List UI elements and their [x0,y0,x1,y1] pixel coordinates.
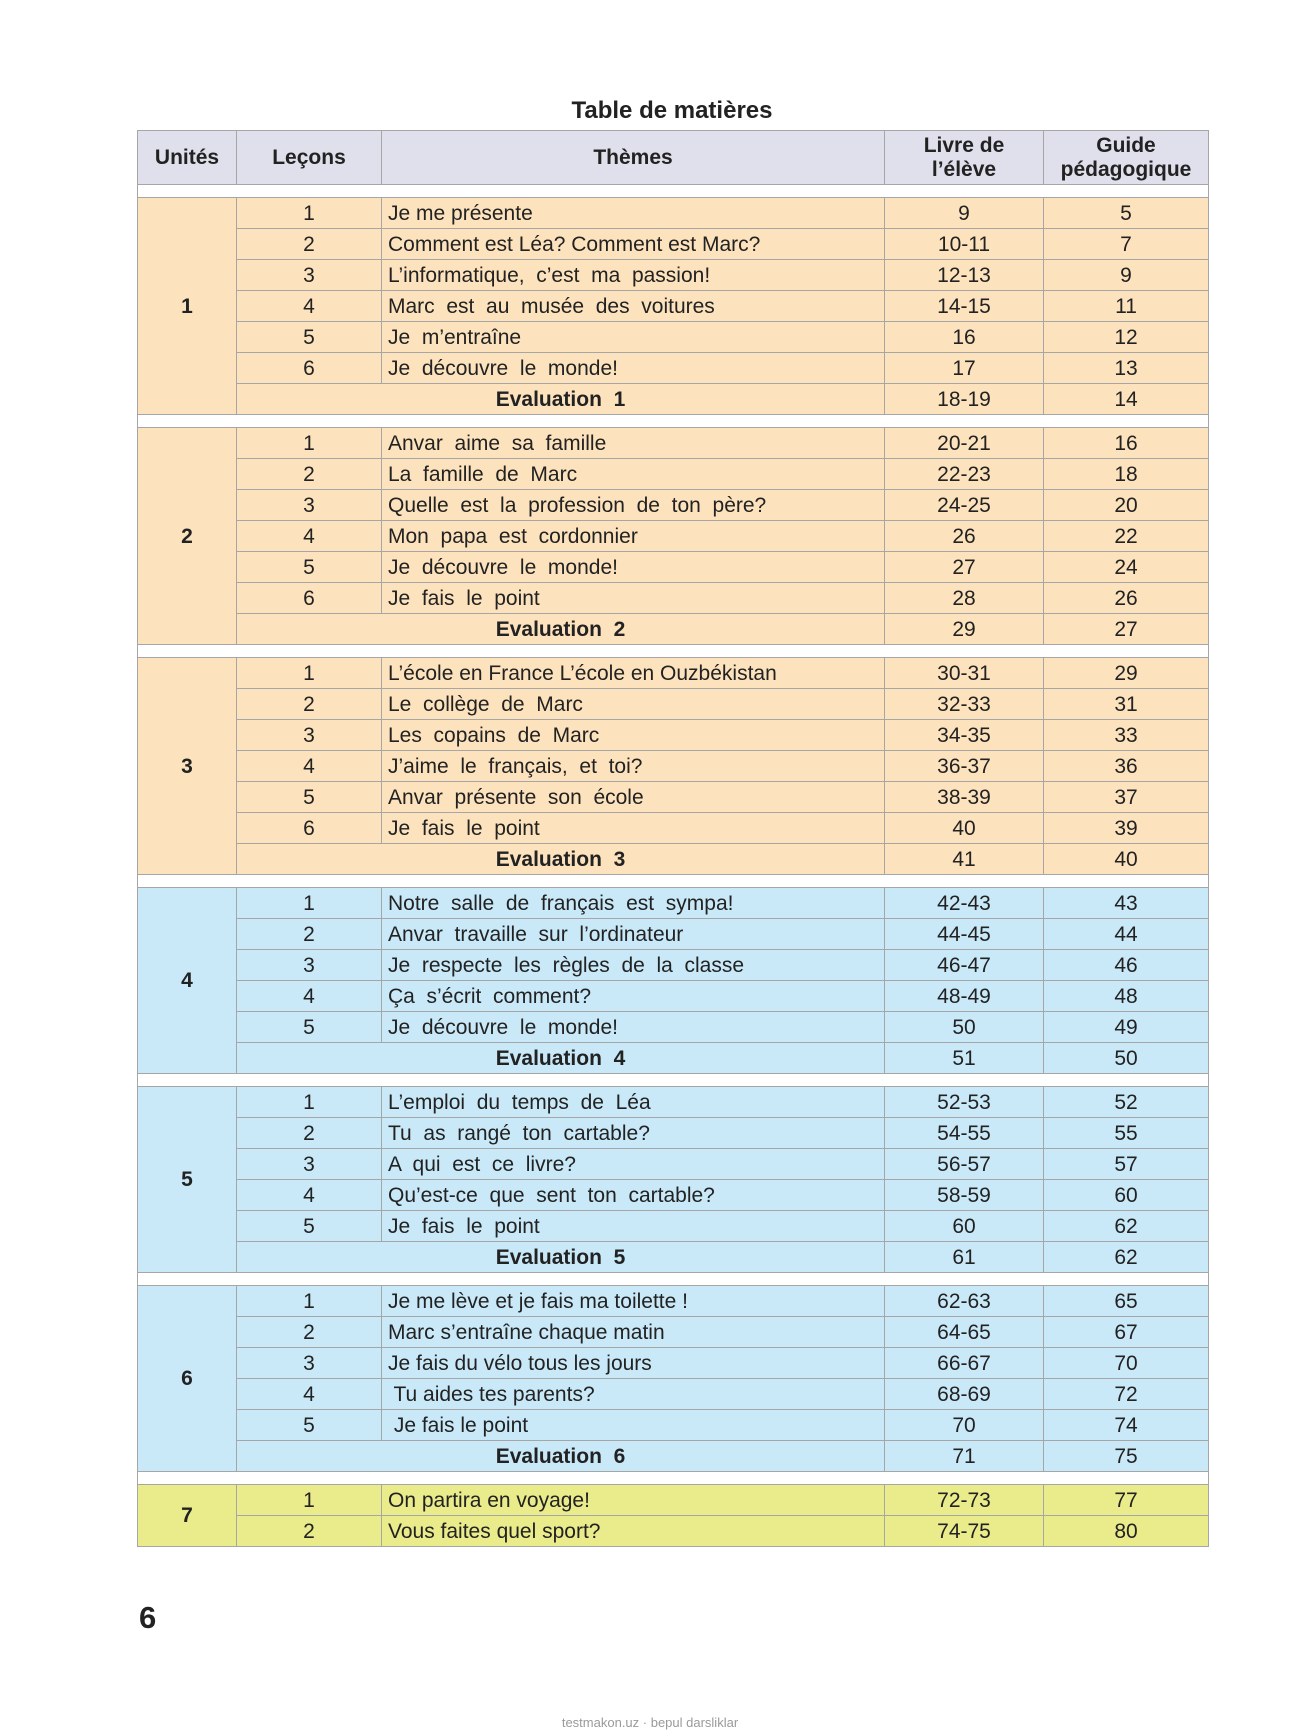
teacher-guide-pages: 22 [1044,521,1209,552]
teacher-guide-pages: 29 [1044,658,1209,689]
table-row [138,981,1209,1012]
student-book-pages: 50 [885,1012,1044,1043]
lesson-theme: Je me présente [382,198,885,229]
lesson-theme: Je m’entraîne [382,322,885,353]
table-of-contents [137,130,1209,1547]
table-row [138,888,1209,919]
student-book-pages: 36-37 [885,751,1044,782]
student-book-pages: 42-43 [885,888,1044,919]
unit-number: 6 [138,1286,237,1472]
teacher-guide-pages: 26 [1044,583,1209,614]
spacer-row [138,1074,1209,1087]
table-row [138,198,1209,229]
teacher-guide-pages: 77 [1044,1485,1209,1516]
lesson-number: 3 [237,1149,382,1180]
student-book-pages: 58-59 [885,1180,1044,1211]
table-body [138,185,1209,1547]
lesson-number: 2 [237,919,382,950]
teacher-guide-pages: 11 [1044,291,1209,322]
table-row [138,260,1209,291]
lesson-number: 2 [237,459,382,490]
teacher-guide-pages: 40 [1044,844,1209,875]
lesson-theme: J’aime le français, et toi? [382,751,885,782]
student-book-pages: 62-63 [885,1286,1044,1317]
header-themes: Thèmes [382,131,885,185]
teacher-guide-pages: 9 [1044,260,1209,291]
table-row [138,490,1209,521]
table-row [138,1348,1209,1379]
lesson-theme: Ça s’écrit comment? [382,981,885,1012]
lesson-number: 4 [237,291,382,322]
lesson-number: 3 [237,1348,382,1379]
lesson-theme: Je fais du vélo tous les jours [382,1348,885,1379]
lesson-number: 4 [237,981,382,1012]
unit-number: 2 [138,428,237,645]
header-teacher-guide-line1: Guide [1096,133,1156,157]
lesson-theme: Je découvre le monde! [382,1012,885,1043]
student-book-pages: 61 [885,1242,1044,1273]
student-book-pages: 28 [885,583,1044,614]
student-book-pages: 40 [885,813,1044,844]
teacher-guide-pages: 46 [1044,950,1209,981]
lesson-theme: Tu aides tes parents? [382,1379,885,1410]
lesson-number: 5 [237,1211,382,1242]
page-title: Table de matières [571,97,773,124]
teacher-guide-pages: 50 [1044,1043,1209,1074]
table-row [138,1149,1209,1180]
lesson-number: 3 [237,260,382,291]
lesson-theme: Je découvre le monde! [382,353,885,384]
lesson-number: 2 [237,229,382,260]
lesson-theme: Anvar travaille sur l’ordinateur [382,919,885,950]
lesson-theme: Le collège de Marc [382,689,885,720]
student-book-pages: 44-45 [885,919,1044,950]
lesson-number: 5 [237,552,382,583]
student-book-pages: 32-33 [885,689,1044,720]
unit-number: 3 [138,658,237,875]
spacer-row [138,185,1209,198]
lesson-number: 1 [237,1286,382,1317]
lesson-number: 6 [237,813,382,844]
watermark: testmakon.uz · bepul darsliklar [561,1715,739,1730]
table-row [138,322,1209,353]
teacher-guide-pages: 75 [1044,1441,1209,1472]
lesson-number: 3 [237,490,382,521]
table-row [138,1410,1209,1441]
teacher-guide-pages: 20 [1044,490,1209,521]
lesson-theme: Je fais le point [382,583,885,614]
teacher-guide-pages: 60 [1044,1180,1209,1211]
teacher-guide-pages: 65 [1044,1286,1209,1317]
spacer-cell [138,185,1209,198]
lesson-theme: Tu as rangé ton cartable? [382,1118,885,1149]
student-book-pages: 26 [885,521,1044,552]
spacer-row [138,645,1209,658]
teacher-guide-pages: 36 [1044,751,1209,782]
student-book-pages: 41 [885,844,1044,875]
lesson-theme: On partira en voyage! [382,1485,885,1516]
lesson-number: 3 [237,720,382,751]
teacher-guide-pages: 31 [1044,689,1209,720]
header-teacher-guide [1044,131,1209,185]
teacher-guide-pages: 74 [1044,1410,1209,1441]
lesson-theme: Je respecte les règles de la classe [382,950,885,981]
table-row [138,813,1209,844]
spacer-cell [138,415,1209,428]
table-row [138,1087,1209,1118]
lesson-theme: Notre salle de français est sympa! [382,888,885,919]
evaluation-row [138,384,1209,415]
table-row [138,521,1209,552]
teacher-guide-pages: 7 [1044,229,1209,260]
student-book-pages: 52-53 [885,1087,1044,1118]
teacher-guide-pages: 57 [1044,1149,1209,1180]
teacher-guide-pages: 37 [1044,782,1209,813]
student-book-pages: 18-19 [885,384,1044,415]
student-book-pages: 10-11 [885,229,1044,260]
student-book-pages: 12-13 [885,260,1044,291]
student-book-pages: 56-57 [885,1149,1044,1180]
student-book-pages: 20-21 [885,428,1044,459]
lesson-number: 5 [237,1012,382,1043]
lesson-theme: Mon papa est cordonnier [382,521,885,552]
lesson-theme: Comment est Léa? Comment est Marc? [382,229,885,260]
table-row [138,291,1209,322]
lesson-number: 5 [237,1410,382,1441]
unit-number: 4 [138,888,237,1074]
table-row [138,1317,1209,1348]
spacer-cell [138,1273,1209,1286]
header-teacher-guide-line2: pédagogique [1060,157,1192,181]
lesson-number: 1 [237,198,382,229]
spacer-row [138,875,1209,888]
header-student-book [885,131,1044,185]
teacher-guide-pages: 33 [1044,720,1209,751]
lesson-theme: L’emploi du temps de Léa [382,1087,885,1118]
lesson-number: 5 [237,782,382,813]
teacher-guide-pages: 52 [1044,1087,1209,1118]
teacher-guide-pages: 13 [1044,353,1209,384]
teacher-guide-pages: 14 [1044,384,1209,415]
lesson-theme: Marc est au musée des voitures [382,291,885,322]
lesson-theme: L’école en France L’école en Ouzbékistan [382,658,885,689]
evaluation-label: Evaluation 3 [237,844,885,875]
lesson-theme: Je fais le point [382,813,885,844]
teacher-guide-pages: 55 [1044,1118,1209,1149]
student-book-pages: 74-75 [885,1516,1044,1547]
student-book-pages: 27 [885,552,1044,583]
table-row [138,1379,1209,1410]
teacher-guide-pages: 12 [1044,322,1209,353]
teacher-guide-pages: 16 [1044,428,1209,459]
table-row [138,1211,1209,1242]
header-student-book-line1: Livre de [923,133,1005,157]
student-book-pages: 9 [885,198,1044,229]
lesson-theme: Je fais le point [382,1211,885,1242]
lesson-theme: L’informatique, c’est ma passion! [382,260,885,291]
lesson-number: 4 [237,1379,382,1410]
lesson-number: 4 [237,1180,382,1211]
table-row [138,919,1209,950]
table-row [138,459,1209,490]
table-row [138,353,1209,384]
student-book-pages: 17 [885,353,1044,384]
page-number: 6 [139,1600,157,1635]
lesson-theme: Anvar présente son école [382,782,885,813]
teacher-guide-pages: 72 [1044,1379,1209,1410]
header-units: Unités [138,131,237,185]
spacer-row [138,415,1209,428]
spacer-row [138,1472,1209,1485]
lesson-theme: A qui est ce livre? [382,1149,885,1180]
teacher-guide-pages: 43 [1044,888,1209,919]
lesson-theme: Je me lève et je fais ma toilette ! [382,1286,885,1317]
spacer-cell [138,645,1209,658]
teacher-guide-pages: 67 [1044,1317,1209,1348]
table-row [138,229,1209,260]
lesson-number: 1 [237,1485,382,1516]
lesson-number: 1 [237,1087,382,1118]
lesson-number: 2 [237,1118,382,1149]
evaluation-row [138,844,1209,875]
table-header-row [138,131,1209,185]
table-row [138,1180,1209,1211]
student-book-pages: 48-49 [885,981,1044,1012]
spacer-cell [138,1472,1209,1485]
evaluation-row [138,1242,1209,1273]
teacher-guide-pages: 70 [1044,1348,1209,1379]
lesson-number: 3 [237,950,382,981]
header-student-book-line2: l’élève [931,157,997,181]
teacher-guide-pages: 18 [1044,459,1209,490]
evaluation-label: Evaluation 1 [237,384,885,415]
lesson-number: 2 [237,689,382,720]
student-book-pages: 51 [885,1043,1044,1074]
unit-number: 1 [138,198,237,415]
table-row [138,1485,1209,1516]
student-book-pages: 70 [885,1410,1044,1441]
table-row [138,583,1209,614]
table-row [138,1118,1209,1149]
lesson-number: 2 [237,1516,382,1547]
evaluation-label: Evaluation 2 [237,614,885,645]
teacher-guide-pages: 44 [1044,919,1209,950]
lesson-number: 5 [237,322,382,353]
lesson-theme: Qu’est-ce que sent ton cartable? [382,1180,885,1211]
table-row [138,751,1209,782]
teacher-guide-pages: 24 [1044,552,1209,583]
evaluation-label: Evaluation 5 [237,1242,885,1273]
student-book-pages: 24-25 [885,490,1044,521]
student-book-pages: 46-47 [885,950,1044,981]
spacer-cell [138,875,1209,888]
lesson-number: 1 [237,888,382,919]
lesson-number: 6 [237,353,382,384]
teacher-guide-pages: 62 [1044,1211,1209,1242]
table-row [138,1012,1209,1043]
lesson-number: 6 [237,583,382,614]
student-book-pages: 16 [885,322,1044,353]
spacer-cell [138,1074,1209,1087]
table-row [138,428,1209,459]
lesson-theme: Vous faites quel sport? [382,1516,885,1547]
teacher-guide-pages: 5 [1044,198,1209,229]
table-row [138,552,1209,583]
student-book-pages: 54-55 [885,1118,1044,1149]
evaluation-label: Evaluation 4 [237,1043,885,1074]
student-book-pages: 68-69 [885,1379,1044,1410]
evaluation-label: Evaluation 6 [237,1441,885,1472]
lesson-theme: Je découvre le monde! [382,552,885,583]
evaluation-row [138,1441,1209,1472]
evaluation-row [138,614,1209,645]
lesson-number: 1 [237,658,382,689]
student-book-pages: 38-39 [885,782,1044,813]
student-book-pages: 60 [885,1211,1044,1242]
student-book-pages: 71 [885,1441,1044,1472]
lesson-theme: Quelle est la profession de ton père? [382,490,885,521]
teacher-guide-pages: 48 [1044,981,1209,1012]
unit-number: 7 [138,1485,237,1547]
student-book-pages: 14-15 [885,291,1044,322]
lesson-theme: Les copains de Marc [382,720,885,751]
teacher-guide-pages: 49 [1044,1012,1209,1043]
table-row [138,950,1209,981]
teacher-guide-pages: 62 [1044,1242,1209,1273]
student-book-pages: 29 [885,614,1044,645]
table-row [138,1516,1209,1547]
lesson-number: 4 [237,521,382,552]
evaluation-row [138,1043,1209,1074]
lesson-number: 4 [237,751,382,782]
student-book-pages: 34-35 [885,720,1044,751]
unit-number: 5 [138,1087,237,1273]
teacher-guide-pages: 39 [1044,813,1209,844]
student-book-pages: 66-67 [885,1348,1044,1379]
table-row [138,1286,1209,1317]
table-row [138,689,1209,720]
lesson-theme: Anvar aime sa famille [382,428,885,459]
table-row [138,720,1209,751]
lesson-theme: La famille de Marc [382,459,885,490]
lesson-number: 1 [237,428,382,459]
student-book-pages: 64-65 [885,1317,1044,1348]
teacher-guide-pages: 80 [1044,1516,1209,1547]
student-book-pages: 30-31 [885,658,1044,689]
spacer-row [138,1273,1209,1286]
teacher-guide-pages: 27 [1044,614,1209,645]
student-book-pages: 22-23 [885,459,1044,490]
table-row [138,658,1209,689]
student-book-pages: 72-73 [885,1485,1044,1516]
lesson-theme: Marc s’entraîne chaque matin [382,1317,885,1348]
table-row [138,782,1209,813]
header-lessons: Leçons [237,131,382,185]
lesson-theme: Je fais le point [382,1410,885,1441]
lesson-number: 2 [237,1317,382,1348]
